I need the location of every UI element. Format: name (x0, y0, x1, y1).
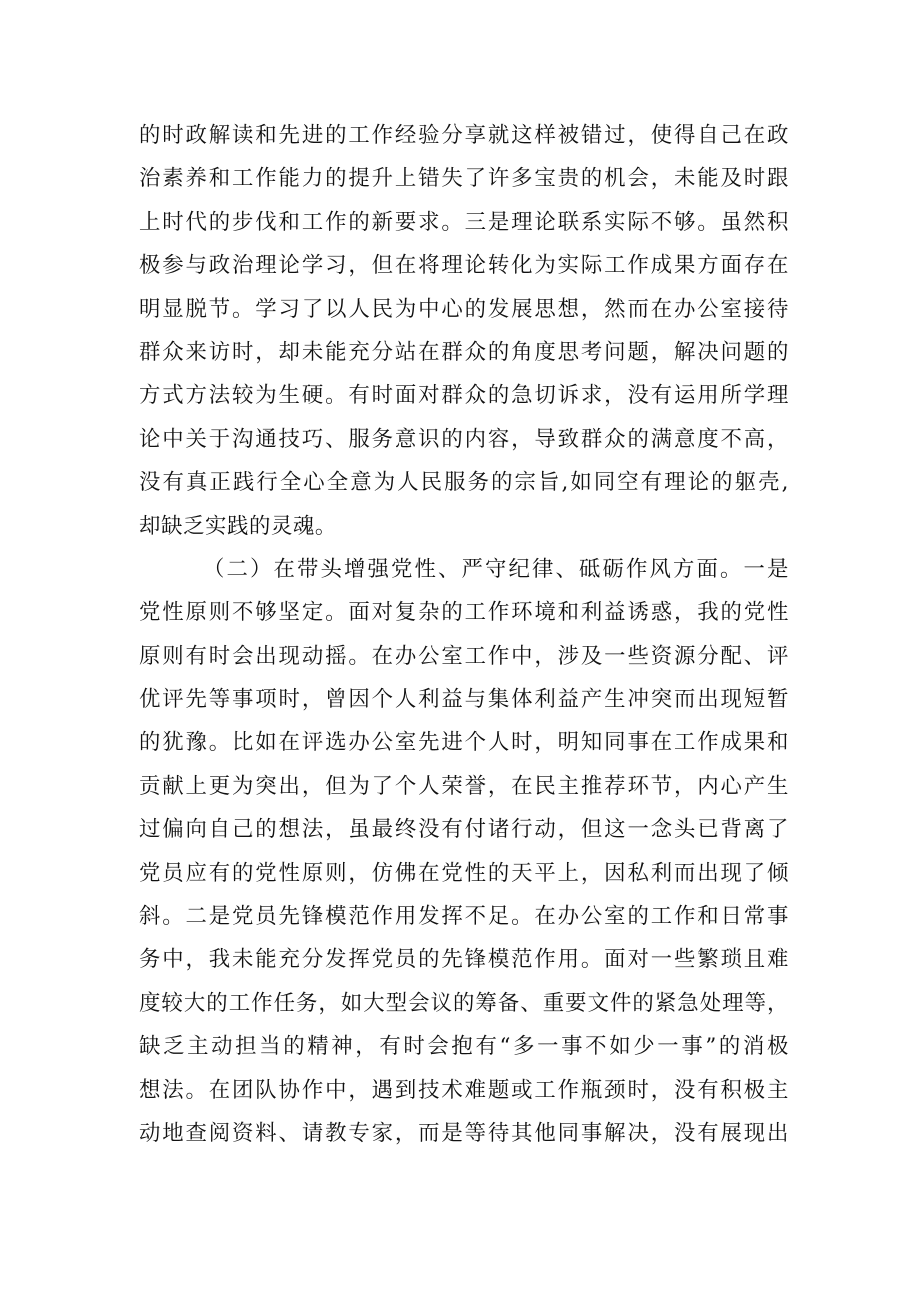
paragraph-1-line-4: 极参与政治理论学习，但在将理论转化为实际工作成果方面存在 (139, 253, 789, 279)
paragraph-1-line-1: 的时政解读和先进的工作经验分享就这样被错过，使得自己在政 (139, 123, 789, 148)
paragraph-2-line-7: 过偏向自己的想法，虽最终没有付诸行动，但这一念头已背离了 (139, 817, 789, 843)
paragraph-2-line-10: 务中，我未能充分发挥党员的先锋模范作用。面对一些繁琐且难 (139, 947, 789, 973)
paragraph-1-line-5: 明显脱节。学习了以人民为中心的发展思想，然而在办公室接待 (139, 296, 789, 322)
paragraph-2-line-3: 原则有时会出现动摇。在办公室工作中，涉及一些资源分配、评 (139, 643, 789, 669)
paragraph-2-line-4: 优评先等事项时，曾因个人利益与集体利益产生冲突而出现短暂 (139, 687, 789, 713)
paragraph-2-line-6: 贡献上更为突出，但为了个人荣誉，在民主推荐环节，内心产生 (139, 773, 789, 799)
paragraph-2-heading-line: （二）在带头增强党性、严守纪律、砥砺作风方面。一是 (203, 556, 789, 582)
paragraph-2-line-13: 想法。在团队协作中，遇到技术难题或工作瓶颈时，没有积极主 (139, 1077, 789, 1103)
paragraph-2-line-5: 的犹豫。比如在评选办公室先进个人时，明知同事在工作成果和 (139, 730, 789, 756)
paragraph-1-line-6: 群众来访时，却未能充分站在群众的角度思考问题，解决问题的 (139, 339, 789, 365)
paragraph-2-line-14: 动地查阅资料、请教专家，而是等待其他同事解决，没有展现出 (139, 1120, 789, 1146)
paragraph-1-line-10: 却缺乏实践的灵魂。 (139, 513, 337, 539)
paragraph-1-line-9: 没有真正践行全心全意为人民服务的宗旨,如同空有理论的躯壳, (139, 470, 789, 496)
paragraph-2-line-2: 党性原则不够坚定。面对复杂的工作环境和利益诱惑，我的党性 (139, 600, 789, 626)
document-body (139, 114, 789, 1155)
paragraph-2-line-9: 斜。二是党员先锋模范作用发挥不足。在办公室的工作和日常事 (139, 904, 789, 930)
paragraph-2-line-8: 党员应有的党性原则，仿佛在党性的天平上，因私利而出现了倾 (139, 860, 789, 886)
paragraph-1-line-3: 上时代的步伐和工作的新要求。三是理论联系实际不够。虽然积 (139, 209, 789, 235)
paragraph-2-line-12: 缺乏主动担当的精神，有时会抱有“多一事不如少一事”的消极 (139, 1034, 789, 1060)
paragraph-2-line-11: 度较大的工作任务，如大型会议的筹备、重要文件的紧急处理等， (139, 990, 789, 1016)
paragraph-1-line-8: 论中关于沟通技巧、服务意识的内容，导致群众的满意度不高， (139, 426, 789, 452)
paragraph-1-line-7: 方式方法较为生硬。有时面对群众的急切诉求，没有运用所学理 (139, 383, 789, 409)
paragraph-1-line-2: 治素养和工作能力的提升上错失了许多宝贵的机会，未能及时跟 (139, 166, 789, 192)
